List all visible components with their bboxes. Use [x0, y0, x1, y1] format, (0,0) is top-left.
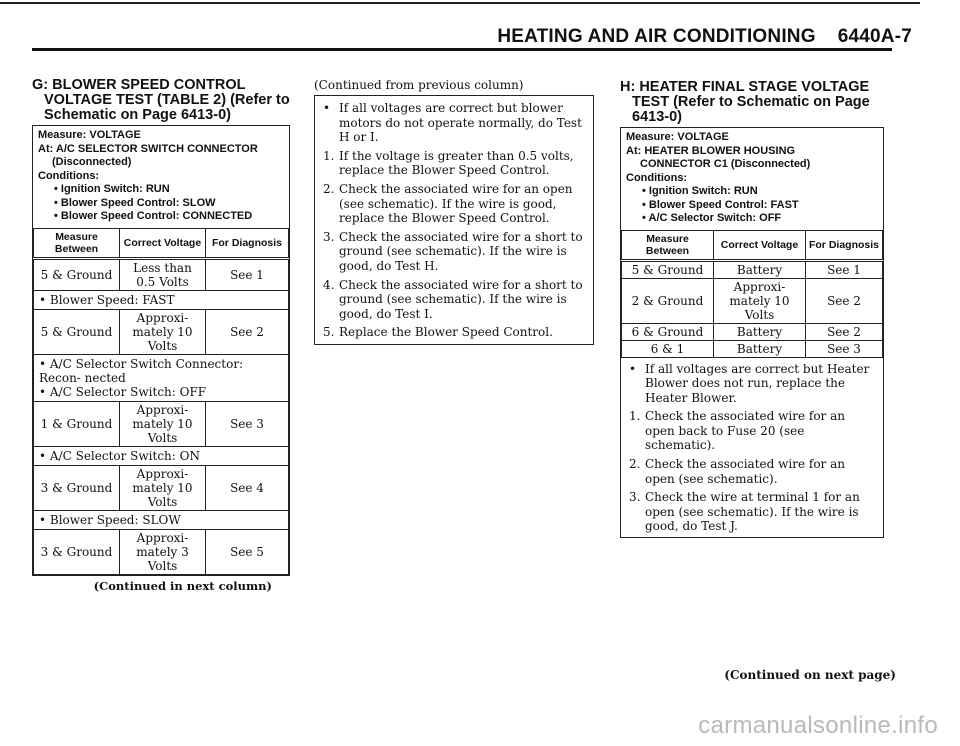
col-header-voltage: Correct Voltage: [714, 230, 806, 260]
diagnosis-notes-box: [314, 95, 594, 345]
continued-next-page: (Continued on next page): [724, 668, 896, 682]
continued-from-previous: (Continued from previous column): [314, 78, 524, 92]
condition-note: • Blower Speed: FAST: [34, 290, 289, 309]
section-h-conditions: Measure: VOLTAGE At: HEATER BLOWER HOUSING CONNECTOR C1 (Disconnected) Conditions: • Ignition Switch: RUN • Blower Speed Control: FAST • A/C Selector Switch: OFF: [626, 131, 811, 224]
col-header-voltage: Correct Voltage: [120, 228, 206, 258]
section-h-voltage-table: [621, 230, 883, 358]
page-header: [497, 26, 912, 48]
section-h-notes: [621, 358, 883, 538]
section-g-continued: [314, 78, 594, 345]
list-item: • If all voltages are correct but blower motors do not operate normally, do Test H or I.: [323, 101, 582, 145]
condition-note: • A/C Selector Switch: ON: [34, 446, 289, 465]
table-row: 3 & Ground Approxi- mately 3 Volts See 5: [34, 529, 289, 574]
table-row: 3 & Ground Approxi- mately 10 Volts See 4: [34, 465, 289, 510]
list-item: 3. Check the associated wire for a short to ground (see schematic). If the wire is good, do Test H.: [323, 229, 583, 273]
watermark: carmanualsonline.info: [698, 712, 938, 739]
section-g-title: G: BLOWER SPEED CONTROL VOLTAGE TEST (TABLE 2) (Refer to Schematic on Page 6413-0): [32, 77, 290, 123]
list-item: 1. Check the associated wire for an open back to Fuse 20 (see schematic).: [629, 409, 845, 453]
col-header-diagnosis: For Diagnosis: [806, 230, 883, 260]
continued-next-column: (Continued in next column): [93, 578, 272, 593]
table-row: 5 & Ground Battery See 1: [622, 260, 883, 278]
list-item: 2. Check the associated wire for an open (see schematic).: [629, 457, 845, 486]
section-h-title: H: HEATER FINAL STAGE VOLTAGE TEST (Refer to Schematic on Page 6413-0): [620, 79, 870, 125]
list-item: 5. Replace the Blower Speed Control.: [323, 325, 553, 340]
table-row: 6 & Ground Battery See 2: [622, 323, 883, 340]
condition-note: • Blower Speed: SLOW: [34, 510, 289, 529]
table-row: 6 & 1 Battery See 3: [622, 340, 883, 357]
list-item: 2. Check the associated wire for an open (see schematic). If the wire is good, replace the Blower Speed Control.: [323, 181, 573, 226]
header-title: HEATING AND AIR CONDITIONING: [497, 26, 816, 47]
section-g-voltage-table: [33, 228, 289, 575]
page-number: 6440A-7: [837, 26, 912, 47]
section-g-conditions: Measure: VOLTAGE At: A/C SELECTOR SWITCH CONNECTOR (Disconnected) Conditions: • Ignition Switch: RUN • Blower Speed Control: SLOW • Blower Speed Control: CONNECTED: [38, 129, 258, 222]
col-header-measure: Measure Between: [34, 228, 120, 258]
table-row: 1 & Ground Approxi- mately 10 Volts See 3: [34, 401, 289, 446]
table-row: 5 & Ground Less than 0.5 Volts See 1: [34, 258, 289, 290]
condition-note: • A/C Selector Switch Connector: Recon- nected • A/C Selector Switch: OFF: [34, 354, 289, 401]
list-item: 4. Check the associated wire for a short to ground (see schematic). If the wire is good, do Test I.: [323, 277, 583, 321]
section-g-table-box: [32, 125, 290, 576]
table-row: 5 & Ground Approxi- mately 10 Volts See 2: [34, 309, 289, 354]
section-h: [620, 80, 884, 538]
header-rule: [32, 48, 892, 51]
list-item: 1. If the voltage is greater than 0.5 volts, replace the Blower Speed Control.: [323, 148, 574, 178]
table-row: 2 & Ground Approxi- mately 10 Volts See 2: [622, 278, 883, 323]
list-item: • If all voltages are correct but Heater Blower does not run, replace the Heater Blower.: [629, 361, 870, 405]
col-header-measure: Measure Between: [622, 230, 714, 260]
section-h-table-box: [620, 127, 884, 538]
list-item: 3. Check the wire at terminal 1 for an open (see schematic). If the wire is good, do Test J.: [629, 490, 860, 534]
col-header-diagnosis: For Diagnosis: [206, 228, 289, 258]
section-g: [32, 78, 290, 593]
top-border-line: [0, 2, 920, 4]
